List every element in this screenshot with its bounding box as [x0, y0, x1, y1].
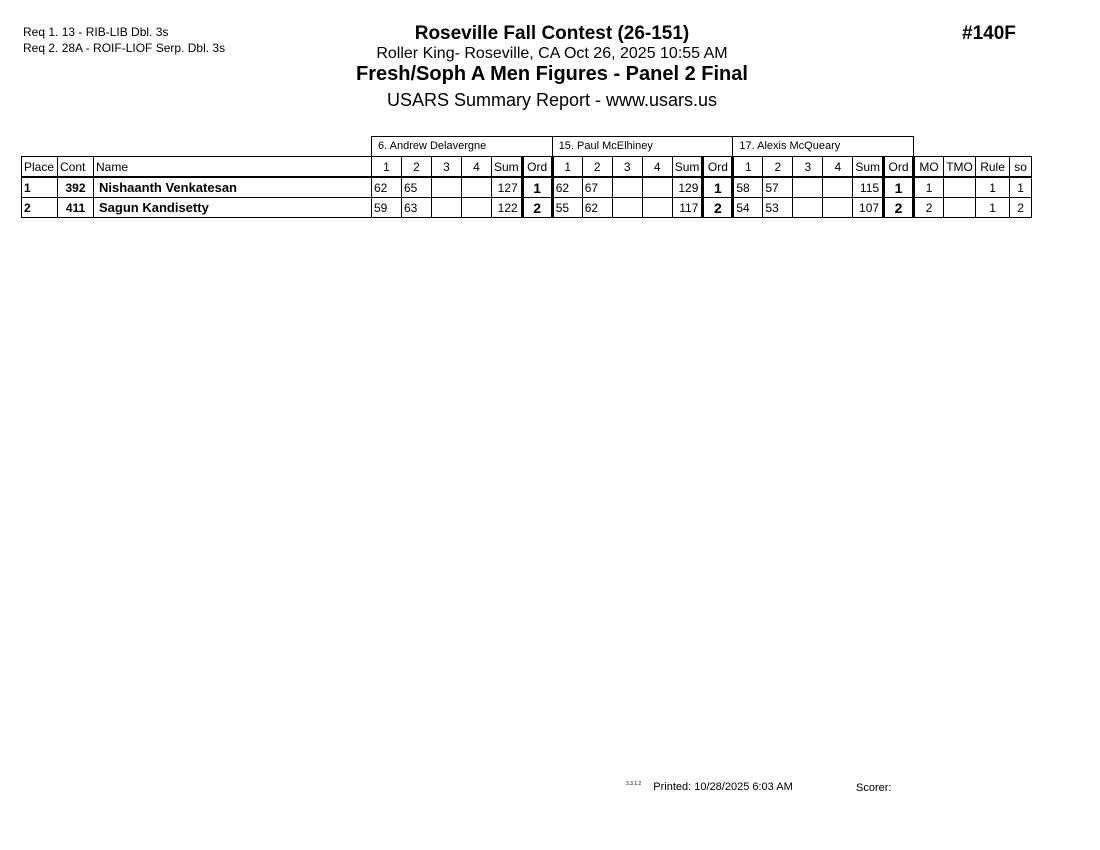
skater-name: Sagun Kandisetty [94, 198, 372, 218]
col-j3-r3: 3 [793, 157, 823, 178]
judge-1-header: 6. Andrew Delavergne [372, 137, 553, 157]
ord-cell: 2 [884, 198, 914, 218]
score-cell [793, 177, 823, 198]
ord-cell: 1 [522, 177, 552, 198]
scorer-label: Scorer: [856, 782, 892, 794]
venue-line: Roller King- Roseville, CA Oct 26, 2025 10:55 AM [376, 45, 728, 62]
sum-cell: 129 [672, 177, 703, 198]
requirement-2: Req 2. 28A - ROIF-LIOF Serp. Dbl. 3s [23, 41, 226, 55]
col-j1-r3: 3 [432, 157, 462, 178]
judges-row [22, 137, 1032, 157]
score-cell: 65 [402, 177, 432, 198]
score-cell [793, 198, 823, 218]
col-j1-r1: 1 [372, 157, 402, 178]
sum-cell: 115 [853, 177, 884, 198]
ord-cell: 2 [522, 198, 552, 218]
score-cell [823, 198, 853, 218]
score-cell: 55 [552, 198, 582, 218]
score-cell: 62 [372, 177, 402, 198]
score-cell [642, 177, 672, 198]
col-j2-r2: 2 [582, 157, 612, 178]
col-j3-ord: Ord [884, 157, 914, 178]
sum-cell: 122 [492, 198, 523, 218]
col-j3-r1: 1 [733, 157, 763, 178]
col-j2-ord: Ord [703, 157, 733, 178]
col-mo: MO [914, 157, 944, 178]
column-header-row [22, 157, 1032, 178]
score-cell: 58 [733, 177, 763, 198]
score-cell [612, 177, 642, 198]
place-cell: 1 [22, 177, 58, 198]
mo-cell: 2 [914, 198, 944, 218]
tmo-cell [944, 198, 976, 218]
score-cell [432, 198, 462, 218]
judge-3-header: 17. Alexis McQueary [733, 137, 914, 157]
cont-cell: 392 [58, 177, 94, 198]
cont-cell: 411 [58, 198, 94, 218]
score-cell [642, 198, 672, 218]
col-rule: Rule [976, 157, 1010, 178]
col-tmo: TMO [944, 157, 976, 178]
event-title: Fresh/Soph A Men Figures - Panel 2 Final [356, 63, 748, 85]
col-j2-r3: 3 [612, 157, 642, 178]
score-cell: 59 [372, 198, 402, 218]
ord-cell: 1 [703, 177, 733, 198]
ord-cell: 1 [884, 177, 914, 198]
ord-cell: 2 [703, 198, 733, 218]
score-cell [462, 177, 492, 198]
requirement-1: Req 1. 13 - RIB-LIB Dbl. 3s [23, 25, 169, 39]
report-title: USARS Summary Report - www.usars.us [386, 90, 718, 110]
so-cell: 1 [1010, 177, 1032, 198]
printed-text: Printed: 10/28/2025 6:03 AM [653, 781, 793, 793]
col-j2-sum: Sum [672, 157, 703, 178]
score-cell [462, 198, 492, 218]
results-table [21, 136, 1032, 218]
col-place: Place [22, 157, 58, 178]
printed-timestamp [626, 781, 793, 793]
col-j2-r1: 1 [552, 157, 582, 178]
col-j3-sum: Sum [853, 157, 884, 178]
so-cell: 2 [1010, 198, 1032, 218]
col-j1-sum: Sum [492, 157, 523, 178]
judge-2-header: 15. Paul McElhiney [552, 137, 733, 157]
score-cell: 54 [733, 198, 763, 218]
col-j1-ord: Ord [522, 157, 552, 178]
sum-cell: 127 [492, 177, 523, 198]
tmo-cell [944, 177, 976, 198]
score-cell: 62 [582, 198, 612, 218]
col-name: Name [94, 157, 372, 178]
col-j3-r4: 4 [823, 157, 853, 178]
score-cell: 57 [763, 177, 793, 198]
col-j1-r2: 2 [402, 157, 432, 178]
col-j3-r2: 2 [763, 157, 793, 178]
sum-cell: 117 [672, 198, 703, 218]
sum-cell: 107 [853, 198, 884, 218]
col-cont: Cont [58, 157, 94, 178]
col-j2-r4: 4 [642, 157, 672, 178]
score-cell: 67 [582, 177, 612, 198]
event-number: #140F [962, 23, 1016, 44]
skater-name: Nishaanth Venkatesan [94, 177, 372, 198]
table-row [22, 198, 1032, 218]
score-cell: 53 [763, 198, 793, 218]
score-cell [823, 177, 853, 198]
version-text: 3.3.1.2 [626, 781, 642, 787]
rule-cell: 1 [976, 177, 1010, 198]
mo-cell: 1 [914, 177, 944, 198]
place-cell: 2 [22, 198, 58, 218]
score-cell: 62 [552, 177, 582, 198]
col-j1-r4: 4 [462, 157, 492, 178]
col-so: so [1010, 157, 1032, 178]
contest-title: Roseville Fall Contest (26-151) [414, 23, 690, 44]
score-cell [432, 177, 462, 198]
score-cell: 63 [402, 198, 432, 218]
table-row [22, 177, 1032, 198]
score-cell [612, 198, 642, 218]
rule-cell: 1 [976, 198, 1010, 218]
